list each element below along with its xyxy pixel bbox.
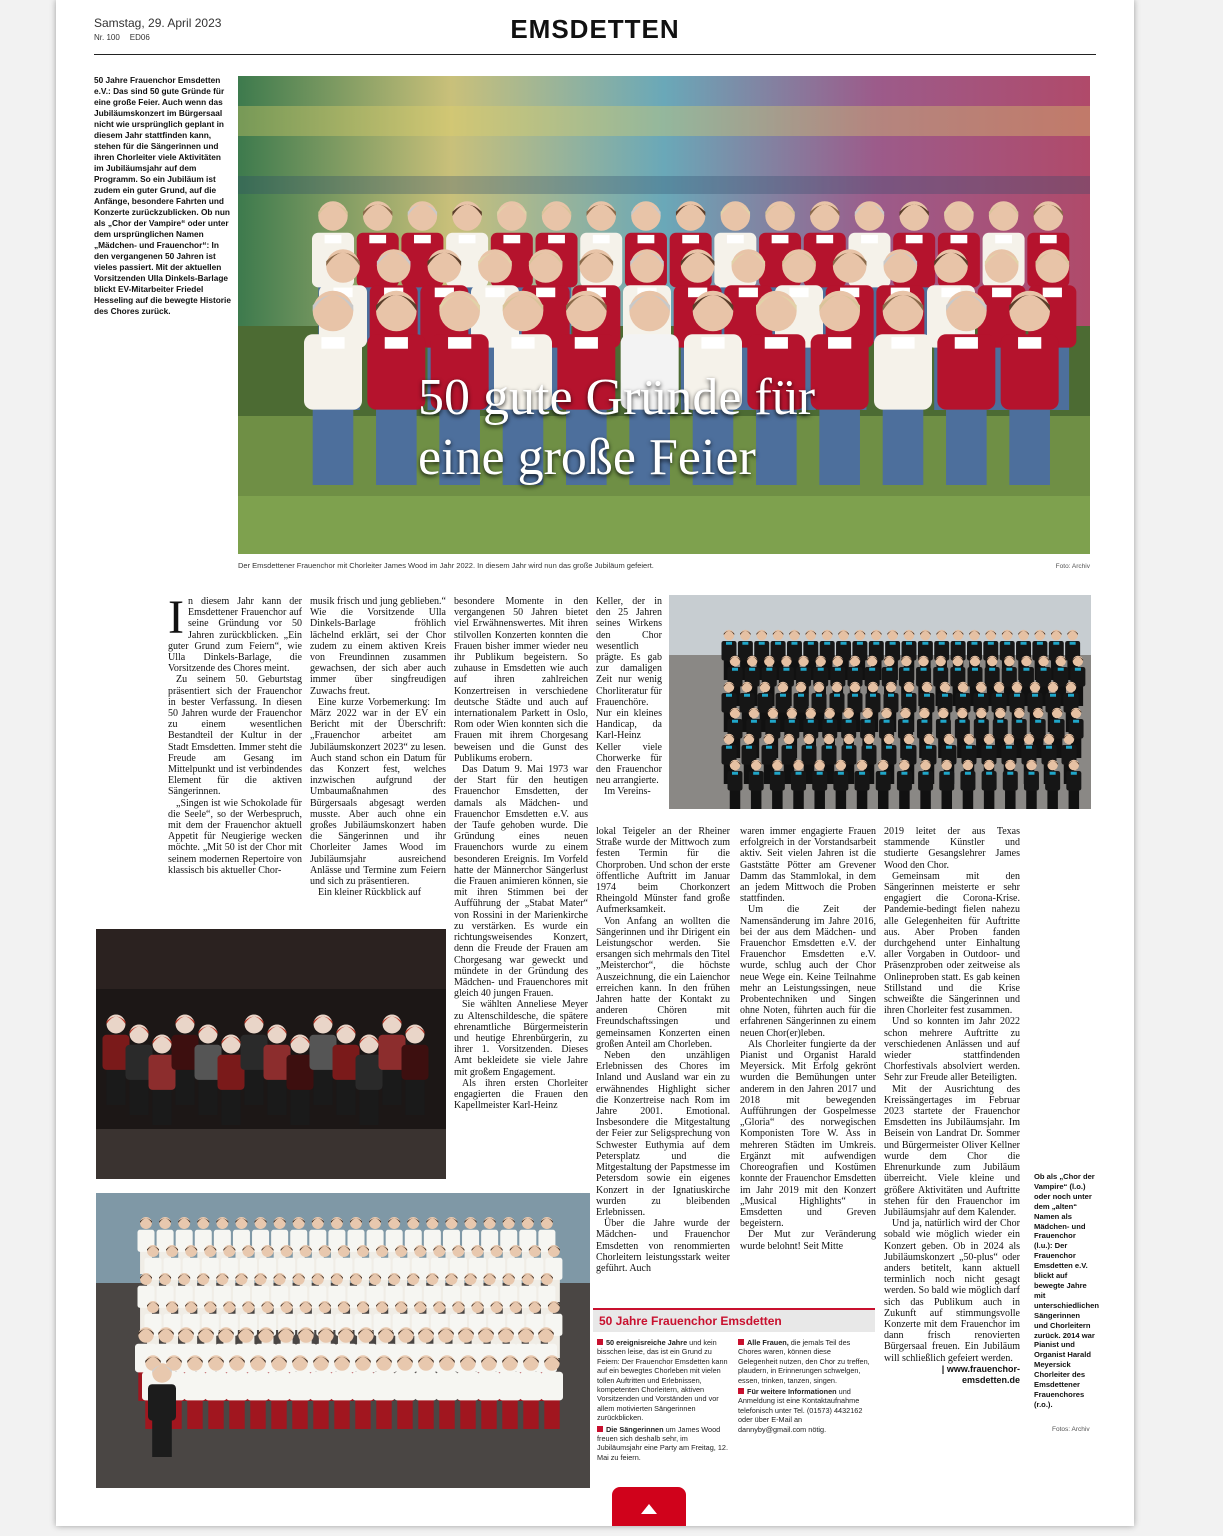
paragraph-1: In diesem Jahr kann der Emsdettener Frauenchor auf seine Gründung vor 50 Jahren zurückblicken. „Ein guter Grund zum Feiern“, wie Ulla Dinkels-Barlage, die Vorsitzende des Chores meint.	[168, 591, 302, 675]
paragraph: Das Datum 9. Mai 1973 war der Start für den heutigen Frauenchor Emsdetten, der damals als Mädchen- und Frauenchor Emsdetten e.V. aus der Taufe gehoben wurde. Die Gründung eines neuen Frauenchors wurde zu einem besonderen Ereignis. Im Vorfeld hatte der Männerchor Sängerlust die Frauen animieren können, sie mit ihren Stimmen bei der Aufführung der „Stabat Mater“ von Rossini in der Marienkirche zu verstärken. Es wurde ein richtungsweisendes Konzert, denn die Freude der Frauen am Chorgesang war geweckt und mündete in der Gründung des Mädchen- und Frauenchores mit gleich 40 jungen Frauen.	[454, 764, 588, 1000]
headline	[418, 368, 978, 488]
paragraph: besondere Momente in den vergangenen 50 Jahren bietet viel Erwähnenswertes. Mit ihren stilvollen Konzerten konnten die Frauen bisher immer wieder neu ihr Publikum begeistern. So zuhause in Emsdetten wie auch auf ihren zahlreichen Konzertreisen in verschiedene deutsche Städte und auch auf internationalem Parkett in Oslo, Rom oder Wien konnten sich die Frauen mit ihrem Chorgesang beweisen und die Gunst des Publikums erobern.	[454, 596, 588, 764]
bullet-square-icon	[738, 1339, 744, 1345]
paragraph: Zu seinem 50. Geburtstag präsentiert sich der Frauenchor in bester Verfassung. In diesen 50 Jahren wurde der Frauenchor zu einem wesentlichen Bestandteil der Kultur in der Stadt Emsdetten. Immer steht die Freude am Gesang im Mittelpunkt und ist verbindendes Element für die aktiven Sängerinnen.	[168, 674, 302, 798]
paragraph: Eine kurze Vorbemerkung: Im März 2022 war in der EV ein Bericht mit der Überschrift: „Frauenchor arbeitet am Jubiläumskonzert 2023“ zu lesen. Auch stand schon ein Datum für das Konzert fest, welches inzwischen aufgrund der Umbaumaßnahmen des Bürgersaals abgesagt werden musste. Aber auch ohne ein großes Jubiläumskonzert haben die Sängerinnen und ihr Chorleiter James Wood im Jubiläumsjahr ausreichend Anlässe und Termine zum Feiern und sich zu präsentieren.	[310, 696, 446, 888]
article-column-4	[596, 826, 730, 1274]
paragraph: Als ihren ersten Chorleiter engagierten die Frauen den Kapellmeister Karl-Heinz	[454, 1077, 588, 1112]
choir-2014-illustration	[669, 595, 1091, 809]
info-item: Alle Frauen, die jemals Teil des Chores waren, können diese Gelegenheit nutzen, den Chor zu treffen, plaudern, in Erinnerungen schwelgen, essen, trinken, tanzen, singen.	[738, 1338, 870, 1385]
article-column-3	[454, 596, 588, 1111]
issue-date: Samstag, 29. April 2023	[94, 16, 222, 30]
article-column-2	[310, 596, 446, 898]
article-column-5	[740, 826, 876, 1252]
paragraph: waren immer engagierte Frauen erfolgreich in der Vorstandsarbeit aktiv. Seit vielen Jahren ist die Gaststätte Pötter am Grevener Damm das Stammlokal, in dem an jedem Mittwoch die Proben stattfinden.	[740, 826, 876, 905]
arrow-up-icon	[641, 1504, 657, 1514]
paragraph: Sie wählten Anneliese Meyer zu Altenschildesche, die spätere ehrenamtliche Bürgermeisterin und heutige Ehrenbürgerin, zu ihrer 1. Vorsitzenden. Dieses Amt bekleidete sie viele Jahre mit großem Engagement.	[454, 999, 588, 1078]
masthead-divider	[94, 54, 1096, 55]
paragraph: Im Vereins-	[604, 786, 651, 798]
paragraph: Von Anfang an wollten die Sängerinnen und ihr Dirigent ein Leistungschor werden. Sie ersangen sich mehrmals den Titel „Meisterchor“, die höchste Auszeichnung, die ein Laienchor erreichen kann. In den frühen Jahren hatte der Kontakt zu anderen Chören mit Freundschaftssingen und gemeinsamen Konzerten einen großen Anteil am Chorleben.	[596, 915, 730, 1050]
dropcap: I	[168, 591, 184, 644]
scroll-to-top-button[interactable]	[612, 1487, 686, 1526]
bullet-square-icon	[597, 1339, 603, 1345]
article-column-1	[168, 591, 302, 876]
bullet-square-icon	[597, 1426, 603, 1432]
issue-nr: Nr. 100	[94, 33, 120, 42]
paragraph: Mit der Ausrichtung des Kreissängertages im Februar 2023 startete der Frauenchor Emsdetten ins Jubiläumsjahr. Im Beisein von Landrat Dr. Sommer und Bürgermeister Oliver Kellner wurde dem Chor die Ehrenurkunde zum Jubiläum überreicht. Viele kleine und größere Aktivitäten und Auftritte stehen für den Frauenchor im Jubiläumsjahr auf dem Kalender.	[884, 1083, 1020, 1218]
paragraph: 2019 leitet der aus Texas stammende Künstler und studierte Gesangslehrer James Wood den Chor.	[884, 826, 1020, 871]
info-item: Die Sängerinnen um James Wood freuen sich deshalb sehr, im Jubiläumsjahr eine Party am Freitag, 12. Mai zu feiern.	[597, 1424, 728, 1462]
photos-caption: Ob als „Chor der Vampire“ (l.o.) oder noch unter dem „alten“ Namen als Mädchen- und Frauenchor (l.u.): Der Frauenchor Emsdetten e.V. blickt auf bewegte Jahre mit unterschiedlichen Sängerinnen und Chorleitern zurück. 2014 war Pianist und Organist Harald Meyersick Chorleiter des Emsdettener Frauenchores (r.o.).	[1034, 1172, 1099, 1409]
article-column-4-top	[596, 596, 662, 798]
paragraph: Ein kleiner Rückblick auf	[318, 887, 422, 899]
historic-choir-photo	[96, 1193, 590, 1488]
headline-line-2: eine große Feier	[418, 429, 756, 486]
website-link[interactable]: | www.frauenchor-emsdetten.de	[941, 1363, 1020, 1385]
photos-credit: Fotos: Archiv	[1052, 1426, 1090, 1433]
paragraph: Als Chorleiter fungierte da der Pianist und Organist Harald Meyersick. Mit Erfolg gekrönt wurden die Bemühungen unter anderem in den Jahren 2017 und 2018 mit bewegenden Aufführungen der Gospelmesse „Gloria“ des norwegischen Komponisten Tore W. Ass in mehreren Städten im Umkreis. Ergänzt mit aufwendigen Choreografien und Kostümen konnte der Frauenchor Emsdetten im Jahr 2019 mit den Konzert „Musical Highlights“ in Emsdetten und Greven begeistern.	[740, 1038, 876, 1230]
info-item: Für weitere Informationen und Anmeldung ist eine Kontaktaufnahme telefonisch unter Tel. (01573) 4432162 oder über E-Mail an dannyby@gmail.com nötig.	[738, 1387, 863, 1434]
paragraph: Und so konnten im Jahr 2022 schon mehrere Auftritte zu verschiedenen Anlässen und auf wieder stattfindenden Chorfestivals absolviert werden. Sehr zur Freude aller Beteiligten.	[884, 1016, 1020, 1084]
paragraph: lokal Teigeler an der Rheiner Straße wurde der Mittwoch zum festen Termin für die Chorproben. Und schon der erste öffentliche Auftritt im Januar 1974 beim Chorkonzert Rheingold Münster fand große Aufmerksamkeit.	[596, 826, 730, 916]
vampire-show-photo	[96, 929, 446, 1179]
headline-line-1: 50 gute Gründe für	[418, 369, 816, 426]
paragraph: „Singen ist wie Schokolade für die Seele“, so der Werbespruch, mit dem der Frauenchor aktuell Appetit für Neugierige wecken möchte. „Mit 50 ist der Chor mit seinem modernen Repertoire von klassisch bis aktueller Chor-	[168, 797, 302, 876]
hero-photo	[238, 76, 1090, 554]
choir-2014-photo	[669, 595, 1091, 809]
article-column-6	[884, 826, 1020, 1386]
article-intro: 50 Jahre Frauenchor Emsdetten e.V.: Das sind 50 gute Gründe für eine große Feier. Auch wenn das Jubiläumskonzert im Bürgersaal nicht wie ursprünglich geplant in diesem Jahr stattfinden kann, stehen für die Sängerinnen und ihren Chorleiter viele Aktivitäten im Jubiläumsjahr auf dem Programm. So ein Jubiläum ist zudem ein guter Grund, auf die Anfänge, besondere Fahrten und Konzerte zurückzublicken. Ob nun als „Chor der Vampire“ oder unter dem ursprünglichen Namen „Mädchen- und Frauenchor“: In den vergangenen 50 Jahren ist vieles passiert. Mit der aktuellen Vorsitzenden Ulla Dinkels-Barlage blickt EV-Mitarbeiter Friedel Hesseling auf die bewegte Historie des Chores zurück.	[94, 75, 231, 316]
newspaper-page	[56, 0, 1134, 1526]
paragraph: Gemeinsam mit den Sängerinnen meisterte er sehr engagiert die Corona-Krise. Pandemie-bedingt fielen nahezu alle Gelegenheiten für Auftritte aus. Aber Proben fanden durchgehend unter Einhaltung aller Vorgaben in Outdoor- und Präsenzproben oder zeitweise als Onlineproben statt. Es gab keinen Stillstand und die Krise schweißte die Sängerinnen und ihren Chorleiter fest zusammen.	[884, 870, 1020, 1017]
vampire-show-illustration	[96, 929, 446, 1179]
hero-caption: Der Emsdettener Frauenchor mit Chorleiter James Wood im Jahr 2022. In diesem Jahr wird nun das große Jubiläum gefeiert.	[238, 561, 654, 570]
section-title: EMSDETTEN	[510, 14, 680, 44]
info-box-columns	[593, 1332, 875, 1464]
info-box-column-right	[738, 1338, 871, 1464]
paragraph: Und ja, natürlich wird der Chor sobald wie möglich wieder ein Konzert geben. Ob in 2024 als Jubiläumskonzert „50-plus“ oder anders betitelt, kann aktuell terminlich noch nicht gesagt werden. So bald wie möglich darf sich das Publikum auch in Zukunft auf stimmungsvolle Konzerte mit dem Frauenchor im dann frisch renovierten Bürgersaal freuen. Ein Jubiläum will schließlich gefeiert werden.	[884, 1218, 1020, 1364]
paragraph: Um die Zeit der Namensänderung im Jahre 2016, bei der aus dem Mädchen- und Frauenchor Emsdetten e.V. der Frauenchor Emsdetten e.V. wurde, schlug auch der Chor neue Wege ein. Keine Teilnahme mehr an Leistungssingen, neue Probentechniken und Singen ohne Noten, führten auch für die erfahrenen Sängerinnen zu einem neuen Chor(er)leben.	[740, 904, 876, 1039]
bullet-square-icon	[738, 1388, 744, 1394]
info-box	[593, 1308, 875, 1508]
paragraph: Über die Jahre wurde der Mädchen- und Frauenchor Emsdetten von renommierten Chorleitern leistungsstark weiter geführt. Auch	[596, 1218, 730, 1274]
page-code: ED06	[129, 33, 150, 42]
paragraph: Der Mut zur Veränderung wurde belohnt! Seit Mitte	[740, 1229, 876, 1252]
historic-choir-illustration	[96, 1193, 590, 1488]
info-item: 50 ereignisreiche Jahre und kein bisschen leise, das ist ein Grund zu Feiern: Der Frauenchor Emsdetten kann auf ein bewegtes Chorleben mit vielen tollen Auftritten und Erlebnissen, kompetenten Chorleitern, aktiven Vorsitzenden und Vorständen und vor allem motivierten Sängerinnen zurückblicken.	[597, 1338, 728, 1423]
info-box-column-left	[597, 1338, 730, 1464]
info-box-title: 50 Jahre Frauenchor Emsdetten	[593, 1308, 875, 1332]
paragraph: musik frisch und jung geblieben.“ Wie die Vorsitzende Ulla Dinkels-Barlage fröhlich lächelnd erklärt, sei der Chor zudem zu einem aktiven Kreis von Freundinnen zusammen gewachsen, der sich aber auch immer über singfreudigen Zuwachs freut.	[310, 596, 446, 697]
paragraph: Neben den unzähligen Erlebnissen des Chores im Inland und Ausland war ein zu erwähnendes Highlight sicher die Konzertreise nach Rom im Jahre 2001. Emotional. Insbesondere die Mitgestaltung der Feier zur Seligsprechung von Schwester Euthymia auf dem Petersplatz und die Mitgestaltung der Papstmesse im Petersdom sowie ein eigenes Konzert in der Ignatiuskirche wurden zu bleibenden Erlebnissen.	[596, 1050, 730, 1218]
hero-credit: Foto: Archiv	[1055, 563, 1090, 570]
paragraph: Keller, der in den 25 Jahren seines Wirkens den Chor wesentlich prägte. Es gab zur damaligen Zeit nur wenig Chorliteratur für Frauenchöre. Nur ein kleines Handicap, da Karl-Heinz Keller viele Chorwerke für den Frauenchor neu arrangierte.	[596, 596, 662, 787]
